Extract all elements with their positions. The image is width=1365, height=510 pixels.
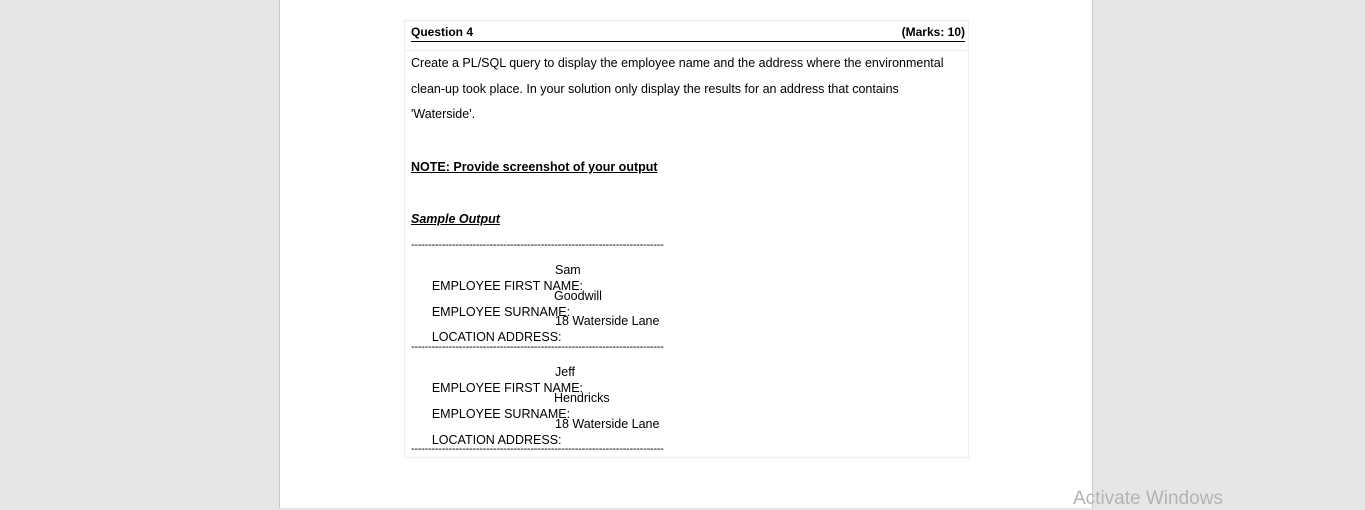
address-label: LOCATION ADDRESS: bbox=[431, 433, 562, 447]
question-body-line-3: 'Waterside'. bbox=[411, 107, 476, 121]
question-body-line-1: Create a PL/SQL query to display the employee name and the address where the environmental bbox=[411, 56, 944, 70]
document-page bbox=[279, 0, 1093, 508]
question-table bbox=[404, 20, 969, 458]
surname-value: Goodwill bbox=[554, 289, 602, 303]
first-name-label: EMPLOYEE FIRST NAME: bbox=[431, 279, 584, 293]
address-label: LOCATION ADDRESS: bbox=[431, 330, 562, 344]
surname-label: EMPLOYEE SURNAME: bbox=[431, 305, 571, 319]
separator-line: -------------------------------------------------------------------------- bbox=[411, 341, 664, 353]
first-name-label: EMPLOYEE FIRST NAME: bbox=[431, 381, 584, 395]
activate-windows-watermark: Activate Windows bbox=[1073, 488, 1223, 509]
question-body-line-2: clean-up took place. In your solution only display the results for an address that contains bbox=[411, 82, 899, 96]
address-value: 18 Waterside Lane bbox=[555, 314, 660, 328]
separator-line: -------------------------------------------------------------------------- bbox=[411, 443, 664, 455]
note-text: NOTE: Provide screenshot of your output bbox=[411, 160, 658, 174]
question-title: Question 4 bbox=[411, 25, 474, 39]
question-marks: (Marks: 10) bbox=[901, 25, 965, 39]
sample-output-heading: Sample Output bbox=[411, 212, 500, 226]
separator-line: -------------------------------------------------------------------------- bbox=[411, 239, 664, 251]
surname-label: EMPLOYEE SURNAME: bbox=[431, 407, 571, 421]
header-divider bbox=[405, 50, 968, 51]
surname-value: Hendricks bbox=[554, 391, 610, 405]
first-name-value: Sam bbox=[555, 263, 581, 277]
question-header bbox=[411, 25, 965, 42]
address-value: 18 Waterside Lane bbox=[555, 417, 660, 431]
first-name-value: Jeff bbox=[555, 365, 575, 379]
